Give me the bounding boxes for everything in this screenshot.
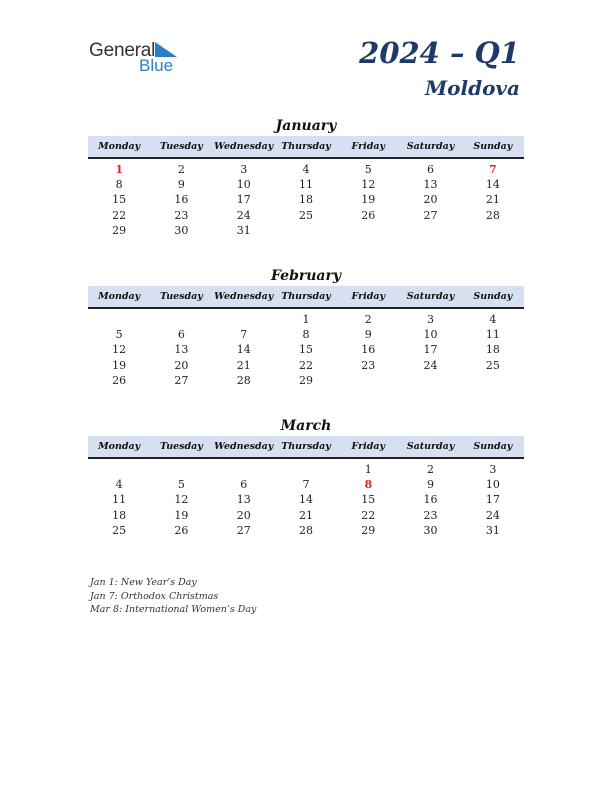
day-cell: 6 xyxy=(240,478,248,492)
weekday-label: Tuesday xyxy=(160,441,203,452)
day-cell: 14 xyxy=(236,343,251,357)
week-row xyxy=(88,492,524,507)
weekday-label: Sunday xyxy=(473,441,513,452)
day-cell: 19 xyxy=(112,358,127,372)
day-cell: 4 xyxy=(115,478,123,492)
holiday-day-cell: 7 xyxy=(489,163,497,177)
day-cell: 10 xyxy=(423,328,438,342)
day-cell: 29 xyxy=(361,523,376,537)
weekday-label: Saturday xyxy=(406,141,455,152)
day-cell: 10 xyxy=(236,178,251,192)
week-row xyxy=(88,192,524,207)
day-cell: 24 xyxy=(423,358,438,372)
day-cell: 3 xyxy=(240,163,248,177)
day-cell: 17 xyxy=(485,493,500,507)
day-cell: 17 xyxy=(423,343,438,357)
day-cell: 20 xyxy=(236,508,251,522)
day-cell: 23 xyxy=(361,358,376,372)
day-cell: 23 xyxy=(423,508,438,522)
logo xyxy=(89,40,189,76)
country-subtitle: Moldova xyxy=(425,76,520,100)
day-cell: 30 xyxy=(174,223,189,237)
weekday-label: Tuesday xyxy=(160,141,203,152)
day-cell: 8 xyxy=(302,328,310,342)
week-row xyxy=(88,462,524,477)
day-cell: 2 xyxy=(427,463,435,477)
weekday-label: Sunday xyxy=(473,291,513,302)
weekday-label: Saturday xyxy=(406,441,455,452)
day-cell: 23 xyxy=(174,208,189,222)
day-cell: 25 xyxy=(112,523,127,537)
day-cell: 26 xyxy=(361,208,376,222)
day-cell: 12 xyxy=(174,493,189,507)
day-cell: 29 xyxy=(298,373,313,387)
day-cell: 5 xyxy=(364,163,372,177)
day-cell: 25 xyxy=(485,358,500,372)
day-cell: 24 xyxy=(236,208,251,222)
weekday-header-row xyxy=(88,286,524,309)
month-block-january xyxy=(88,116,524,238)
day-cell: 16 xyxy=(174,193,189,207)
holiday-notes xyxy=(90,576,256,617)
day-cell: 1 xyxy=(364,463,372,477)
holiday-note: Jan 1: New Year’s Day xyxy=(90,577,197,588)
day-grid xyxy=(88,462,524,538)
week-row xyxy=(88,327,524,342)
weekday-label: Thursday xyxy=(281,291,331,302)
day-cell: 20 xyxy=(423,193,438,207)
day-cell: 28 xyxy=(236,373,251,387)
weekday-label: Friday xyxy=(351,291,386,302)
week-row xyxy=(88,508,524,523)
day-cell: 9 xyxy=(364,328,372,342)
day-cell: 9 xyxy=(427,478,435,492)
day-cell: 4 xyxy=(489,313,497,327)
day-cell: 11 xyxy=(298,178,313,192)
day-cell: 6 xyxy=(177,328,185,342)
day-cell: 29 xyxy=(112,223,127,237)
week-row xyxy=(88,223,524,238)
weekday-label: Monday xyxy=(98,141,141,152)
weekday-label: Friday xyxy=(351,141,386,152)
month-block-february xyxy=(88,266,524,388)
day-cell: 13 xyxy=(174,343,189,357)
day-cell: 22 xyxy=(112,208,127,222)
day-cell: 15 xyxy=(361,493,376,507)
day-cell: 19 xyxy=(174,508,189,522)
day-cell: 7 xyxy=(240,328,248,342)
day-cell: 27 xyxy=(174,373,189,387)
weekday-label: Wednesday xyxy=(214,441,274,452)
holiday-day-cell: 8 xyxy=(364,478,373,492)
weekday-label: Thursday xyxy=(281,141,331,152)
weekday-label: Wednesday xyxy=(214,141,274,152)
day-cell: 27 xyxy=(236,523,251,537)
day-cell: 24 xyxy=(485,508,500,522)
day-cell: 11 xyxy=(112,493,127,507)
logo-text-general: General xyxy=(89,40,156,61)
day-cell: 25 xyxy=(298,208,313,222)
day-grid xyxy=(88,162,524,238)
day-cell: 6 xyxy=(427,163,435,177)
weekday-header-row xyxy=(88,136,524,159)
month-name: January xyxy=(275,118,337,134)
weekday-label: Wednesday xyxy=(214,291,274,302)
page-title: 2024 – Q1 xyxy=(359,36,520,70)
week-row xyxy=(88,342,524,357)
week-row xyxy=(88,208,524,223)
day-cell: 12 xyxy=(112,343,127,357)
day-cell: 3 xyxy=(489,463,497,477)
month-name: February xyxy=(270,268,341,284)
day-cell: 14 xyxy=(485,178,500,192)
weekday-label: Saturday xyxy=(406,291,455,302)
day-cell: 18 xyxy=(485,343,500,357)
weekday-label: Monday xyxy=(98,441,141,452)
day-cell: 11 xyxy=(485,328,500,342)
week-row xyxy=(88,358,524,373)
day-cell: 26 xyxy=(174,523,189,537)
day-cell: 13 xyxy=(236,493,251,507)
day-cell: 17 xyxy=(236,193,251,207)
week-row xyxy=(88,177,524,192)
day-cell: 20 xyxy=(174,358,189,372)
day-cell: 21 xyxy=(298,508,313,522)
day-cell: 4 xyxy=(302,163,310,177)
holiday-note: Mar 8: International Women’s Day xyxy=(90,604,257,615)
holiday-note: Jan 7: Orthodox Christmas xyxy=(90,590,219,602)
day-grid xyxy=(88,312,524,388)
week-row xyxy=(88,523,524,538)
weekday-label: Tuesday xyxy=(160,291,203,302)
day-cell: 28 xyxy=(485,208,500,222)
day-cell: 5 xyxy=(177,478,185,492)
day-cell: 1 xyxy=(302,313,310,327)
day-cell: 21 xyxy=(485,193,500,207)
day-cell: 27 xyxy=(423,208,438,222)
day-cell: 13 xyxy=(423,178,438,192)
day-cell: 22 xyxy=(361,508,376,522)
week-row xyxy=(88,477,524,492)
day-cell: 28 xyxy=(298,523,313,537)
day-cell: 2 xyxy=(177,163,185,177)
day-cell: 15 xyxy=(112,193,127,207)
day-cell: 8 xyxy=(115,178,123,192)
holiday-day-cell: 1 xyxy=(115,163,123,177)
day-cell: 21 xyxy=(236,358,251,372)
month-name: March xyxy=(280,418,332,434)
day-cell: 31 xyxy=(485,523,500,537)
weekday-label: Sunday xyxy=(473,141,513,152)
week-row xyxy=(88,162,524,177)
day-cell: 7 xyxy=(302,478,310,492)
day-cell: 10 xyxy=(485,478,500,492)
day-cell: 3 xyxy=(427,313,435,327)
day-cell: 2 xyxy=(364,313,372,327)
week-row xyxy=(88,312,524,327)
week-row xyxy=(88,373,524,388)
day-cell: 18 xyxy=(112,508,127,522)
day-cell: 31 xyxy=(236,223,251,237)
day-cell: 16 xyxy=(361,343,376,357)
day-cell: 16 xyxy=(423,493,438,507)
day-cell: 14 xyxy=(298,493,313,507)
weekday-label: Friday xyxy=(351,441,386,452)
logo-text-blue: Blue xyxy=(139,56,174,75)
day-cell: 18 xyxy=(298,193,313,207)
weekday-header-row xyxy=(88,436,524,459)
day-cell: 12 xyxy=(361,178,376,192)
day-cell: 15 xyxy=(298,343,313,357)
day-cell: 30 xyxy=(423,523,438,537)
day-cell: 5 xyxy=(115,328,123,342)
day-cell: 22 xyxy=(298,358,313,372)
day-cell: 19 xyxy=(361,193,376,207)
day-cell: 26 xyxy=(112,373,127,387)
month-block-march xyxy=(88,416,524,538)
day-cell: 9 xyxy=(177,178,185,192)
weekday-label: Thursday xyxy=(281,441,331,452)
weekday-label: Monday xyxy=(98,291,141,302)
